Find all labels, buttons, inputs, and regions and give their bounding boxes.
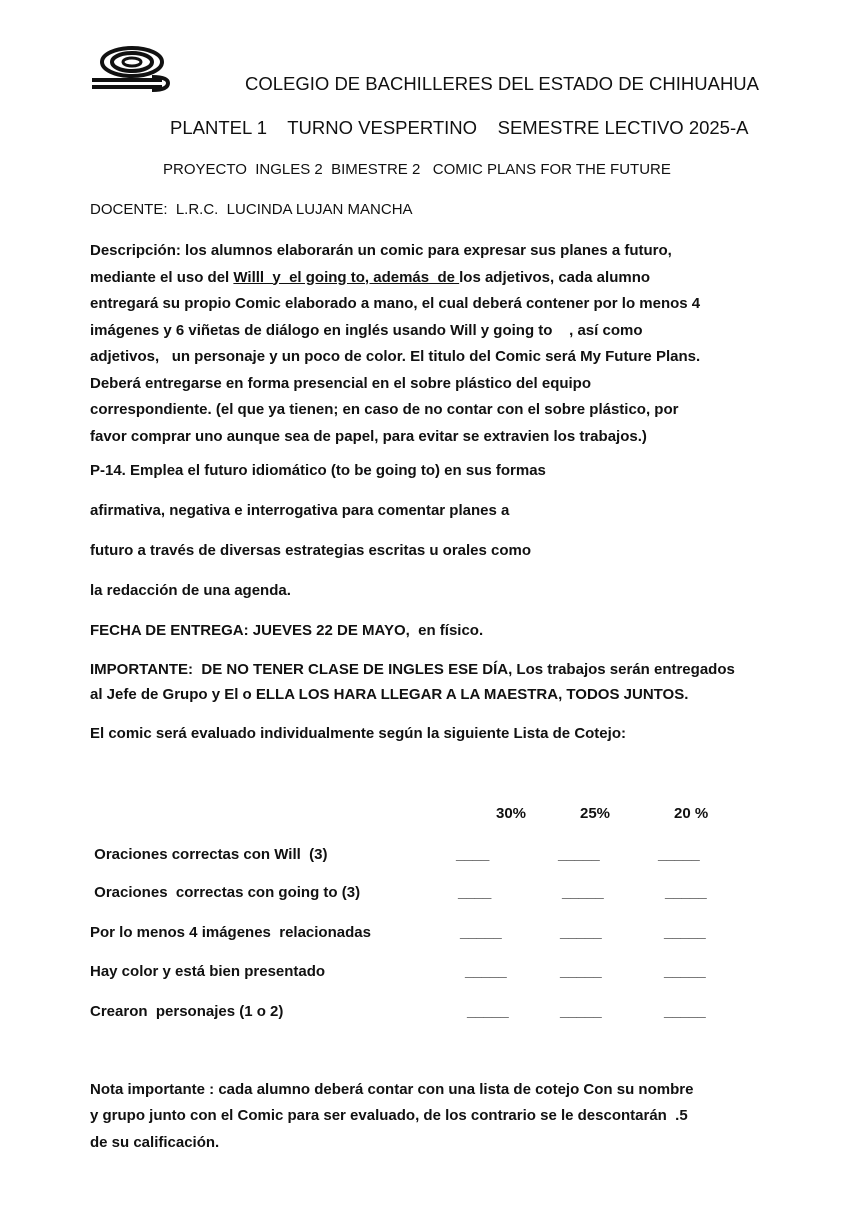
description-line: adjetivos, un personaje y un poco de color. El titulo del Comic será My Future Plans. <box>90 348 701 365</box>
text: mediante el uso del <box>90 268 234 286</box>
p14-line: afirmativa, negativa e interrogativa para comentar planes a <box>90 502 510 519</box>
description-line: favor comprar uno aunque sea de papel, para evitar se extravien los trabajos.) <box>90 427 647 445</box>
campus-line: PLANTEL 1 TURNO VESPERTINO SEMESTRE LECTIVO 2025-A <box>170 117 749 138</box>
school-name: COLEGIO DE BACHILLERES DEL ESTADO DE CHIHUAHUA <box>245 73 760 94</box>
p14-line: la redacción de una agenda. <box>90 582 291 599</box>
score-blank[interactable]: _____ <box>560 924 602 941</box>
description-line: Deberá entregarse en forma presencial en el sobre plástico del equipo <box>90 374 592 392</box>
logo <box>90 44 176 94</box>
score-blank[interactable]: _____ <box>467 1003 509 1020</box>
description-line <box>90 265 700 292</box>
checklist-item: Crearon personajes (1 o 2) <box>90 1003 284 1020</box>
checklist-item: Por lo menos 4 imágenes relacionadas <box>90 924 371 941</box>
teacher-line: DOCENTE: L.R.C. LUCINDA LUJAN MANCHA <box>90 201 413 218</box>
score-blank[interactable]: _____ <box>558 846 600 863</box>
underlined-text: Willl y el going to, además de <box>233 268 460 286</box>
score-blank[interactable]: _____ <box>664 924 706 941</box>
due-date: FECHA DE ENTREGA: JUEVES 22 DE MAYO, en físico. <box>90 622 484 639</box>
text: los adjetivos, cada alumno <box>459 268 651 286</box>
evaluation-intro: El comic será evaluado individualmente según la siguiente Lista de Cotejo: <box>90 725 626 742</box>
p14-line: P-14. Emplea el futuro idiomático (to be going to) en sus formas <box>90 462 546 479</box>
description-line: imágenes y 6 viñetas de diálogo en inglés usando Will y going to , así como <box>90 321 643 339</box>
note-line: y grupo junto con el Comic para ser evaluado, de los contrario se le descontarán .5 <box>90 1107 688 1124</box>
score-blank[interactable]: _____ <box>665 884 707 901</box>
description-line: entregará su propio Comic elaborado a mano, el cual deberá contener por lo menos 4 <box>90 295 701 312</box>
description <box>90 238 700 450</box>
score-blank[interactable]: ____ <box>456 846 490 863</box>
description-line: correspondiente. (el que ya tienen; en caso de no contar con el sobre plástico, por <box>90 401 679 418</box>
score-blank[interactable]: _____ <box>560 963 602 980</box>
score-blank[interactable]: _____ <box>465 963 507 980</box>
column-header: 25% <box>580 805 611 822</box>
school-logo-icon <box>90 44 176 94</box>
project-line: PROYECTO INGLES 2 BIMESTRE 2 COMIC PLANS FOR THE FUTURE <box>163 161 671 178</box>
score-blank[interactable]: _____ <box>560 1003 602 1020</box>
column-header: 20 % <box>674 805 709 822</box>
important-line: al Jefe de Grupo y El o ELLA LOS HARA LLEGAR A LA MAESTRA, TODOS JUNTOS. <box>90 686 689 703</box>
score-blank[interactable]: _____ <box>658 846 700 863</box>
p14-line: futuro a través de diversas estrategias escritas u orales como <box>90 542 532 559</box>
score-blank[interactable]: _____ <box>664 963 706 980</box>
score-blank[interactable]: ____ <box>458 884 492 901</box>
note-line: de su calificación. <box>90 1134 220 1151</box>
description-line: Descripción: los alumnos elaborarán un comic para expresar sus planes a futuro, <box>90 242 672 259</box>
important-line: IMPORTANTE: DE NO TENER CLASE DE INGLES ESE DÍA, Los trabajos serán entregados <box>90 661 735 678</box>
column-header: 30% <box>496 805 527 822</box>
checklist-item: Hay color y está bien presentado <box>90 963 326 980</box>
score-blank[interactable]: _____ <box>664 1003 706 1020</box>
checklist-item: Oraciones correctas con going to (3) <box>90 884 361 901</box>
score-blank[interactable]: _____ <box>562 884 604 901</box>
checklist-item: Oraciones correctas con Will (3) <box>90 846 328 863</box>
score-blank[interactable]: _____ <box>460 924 502 941</box>
note-line: Nota importante : cada alumno deberá contar con una lista de cotejo Con su nombre <box>90 1081 694 1098</box>
